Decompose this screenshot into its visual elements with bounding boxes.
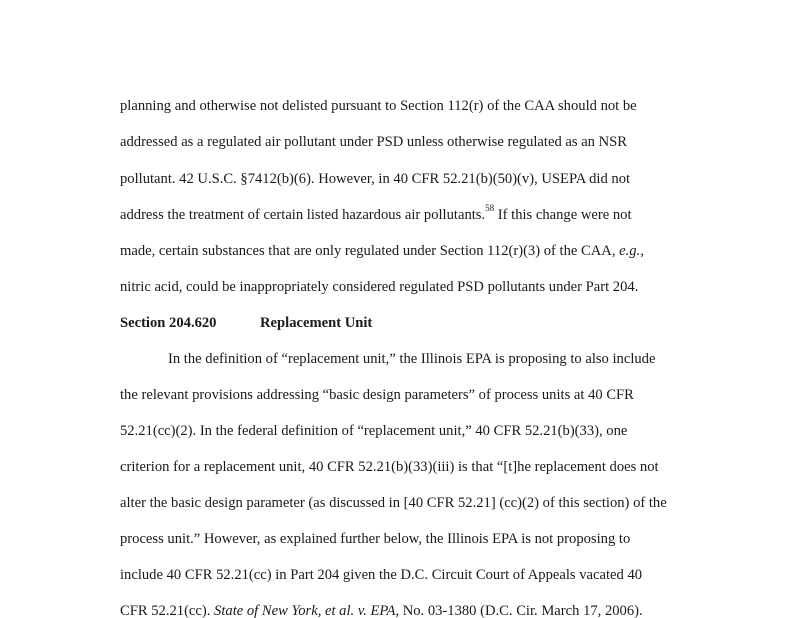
paragraph-2-line-5: alter the basic design parameter (as discussed in [40 CFR 52.21] (cc)(2) of this section) of the bbox=[120, 495, 667, 511]
section-heading bbox=[120, 314, 373, 332]
line-text: address the treatment of certain listed hazardous air pollutants. bbox=[120, 207, 486, 223]
paragraph-2-line-7: include 40 CFR 52.21(cc) in Part 204 given the D.C. Circuit Court of Appeals vacated 40 bbox=[120, 567, 643, 583]
footnote-reference[interactable]: 58 bbox=[485, 203, 495, 214]
paragraph-1-line-6: nitric acid, could be inappropriately considered regulated PSD pollutants under Part 204. bbox=[120, 279, 639, 295]
line-text-tail: , bbox=[640, 243, 644, 259]
paragraph-2-line-3: 52.21(cc)(2). In the federal definition of “replacement unit,” 40 CFR 52.21(b)(33), one bbox=[120, 423, 628, 439]
line-text-tail: , No. 03-1380 (D.C. Cir. March 17, 2006). bbox=[395, 603, 643, 618]
paragraph-2-line-8 bbox=[120, 602, 643, 618]
section-title: Replacement Unit bbox=[260, 315, 373, 331]
paragraph-2-line-1: In the definition of “replacement unit,” the Illinois EPA is proposing to also include bbox=[168, 351, 656, 367]
paragraph-1-line-2: addressed as a regulated air pollutant under PSD unless otherwise regulated as an NSR bbox=[120, 134, 628, 150]
case-citation: State of New York, et al. v. EPA bbox=[214, 603, 396, 618]
section-number: Section 204.620 bbox=[120, 315, 217, 331]
paragraph-2-line-4: criterion for a replacement unit, 40 CFR 52.21(b)(33)(iii) is that “[t]he replacement does not bbox=[120, 459, 659, 475]
italic-eg: e.g. bbox=[619, 243, 641, 259]
paragraph-1-line-4 bbox=[120, 203, 632, 224]
line-text-tail: If this change were not bbox=[494, 207, 632, 223]
paragraph-2-line-2: the relevant provisions addressing “basic design parameters” of process units at 40 CFR bbox=[120, 387, 634, 403]
paragraph-1-line-5 bbox=[120, 242, 644, 260]
paragraph-2-line-6: process unit.” However, as explained further below, the Illinois EPA is not proposing to bbox=[120, 531, 631, 547]
paragraph-1-line-3: pollutant. 42 U.S.C. §7412(b)(6). However, in 40 CFR 52.21(b)(50)(v), USEPA did not bbox=[120, 171, 631, 187]
paragraph-1-line-1: planning and otherwise not delisted pursuant to Section 112(r) of the CAA should not be bbox=[120, 98, 637, 114]
line-text: CFR 52.21(cc). bbox=[120, 603, 215, 618]
line-text: made, certain substances that are only regulated under Section 112(r)(3) of the CAA, bbox=[120, 243, 620, 259]
